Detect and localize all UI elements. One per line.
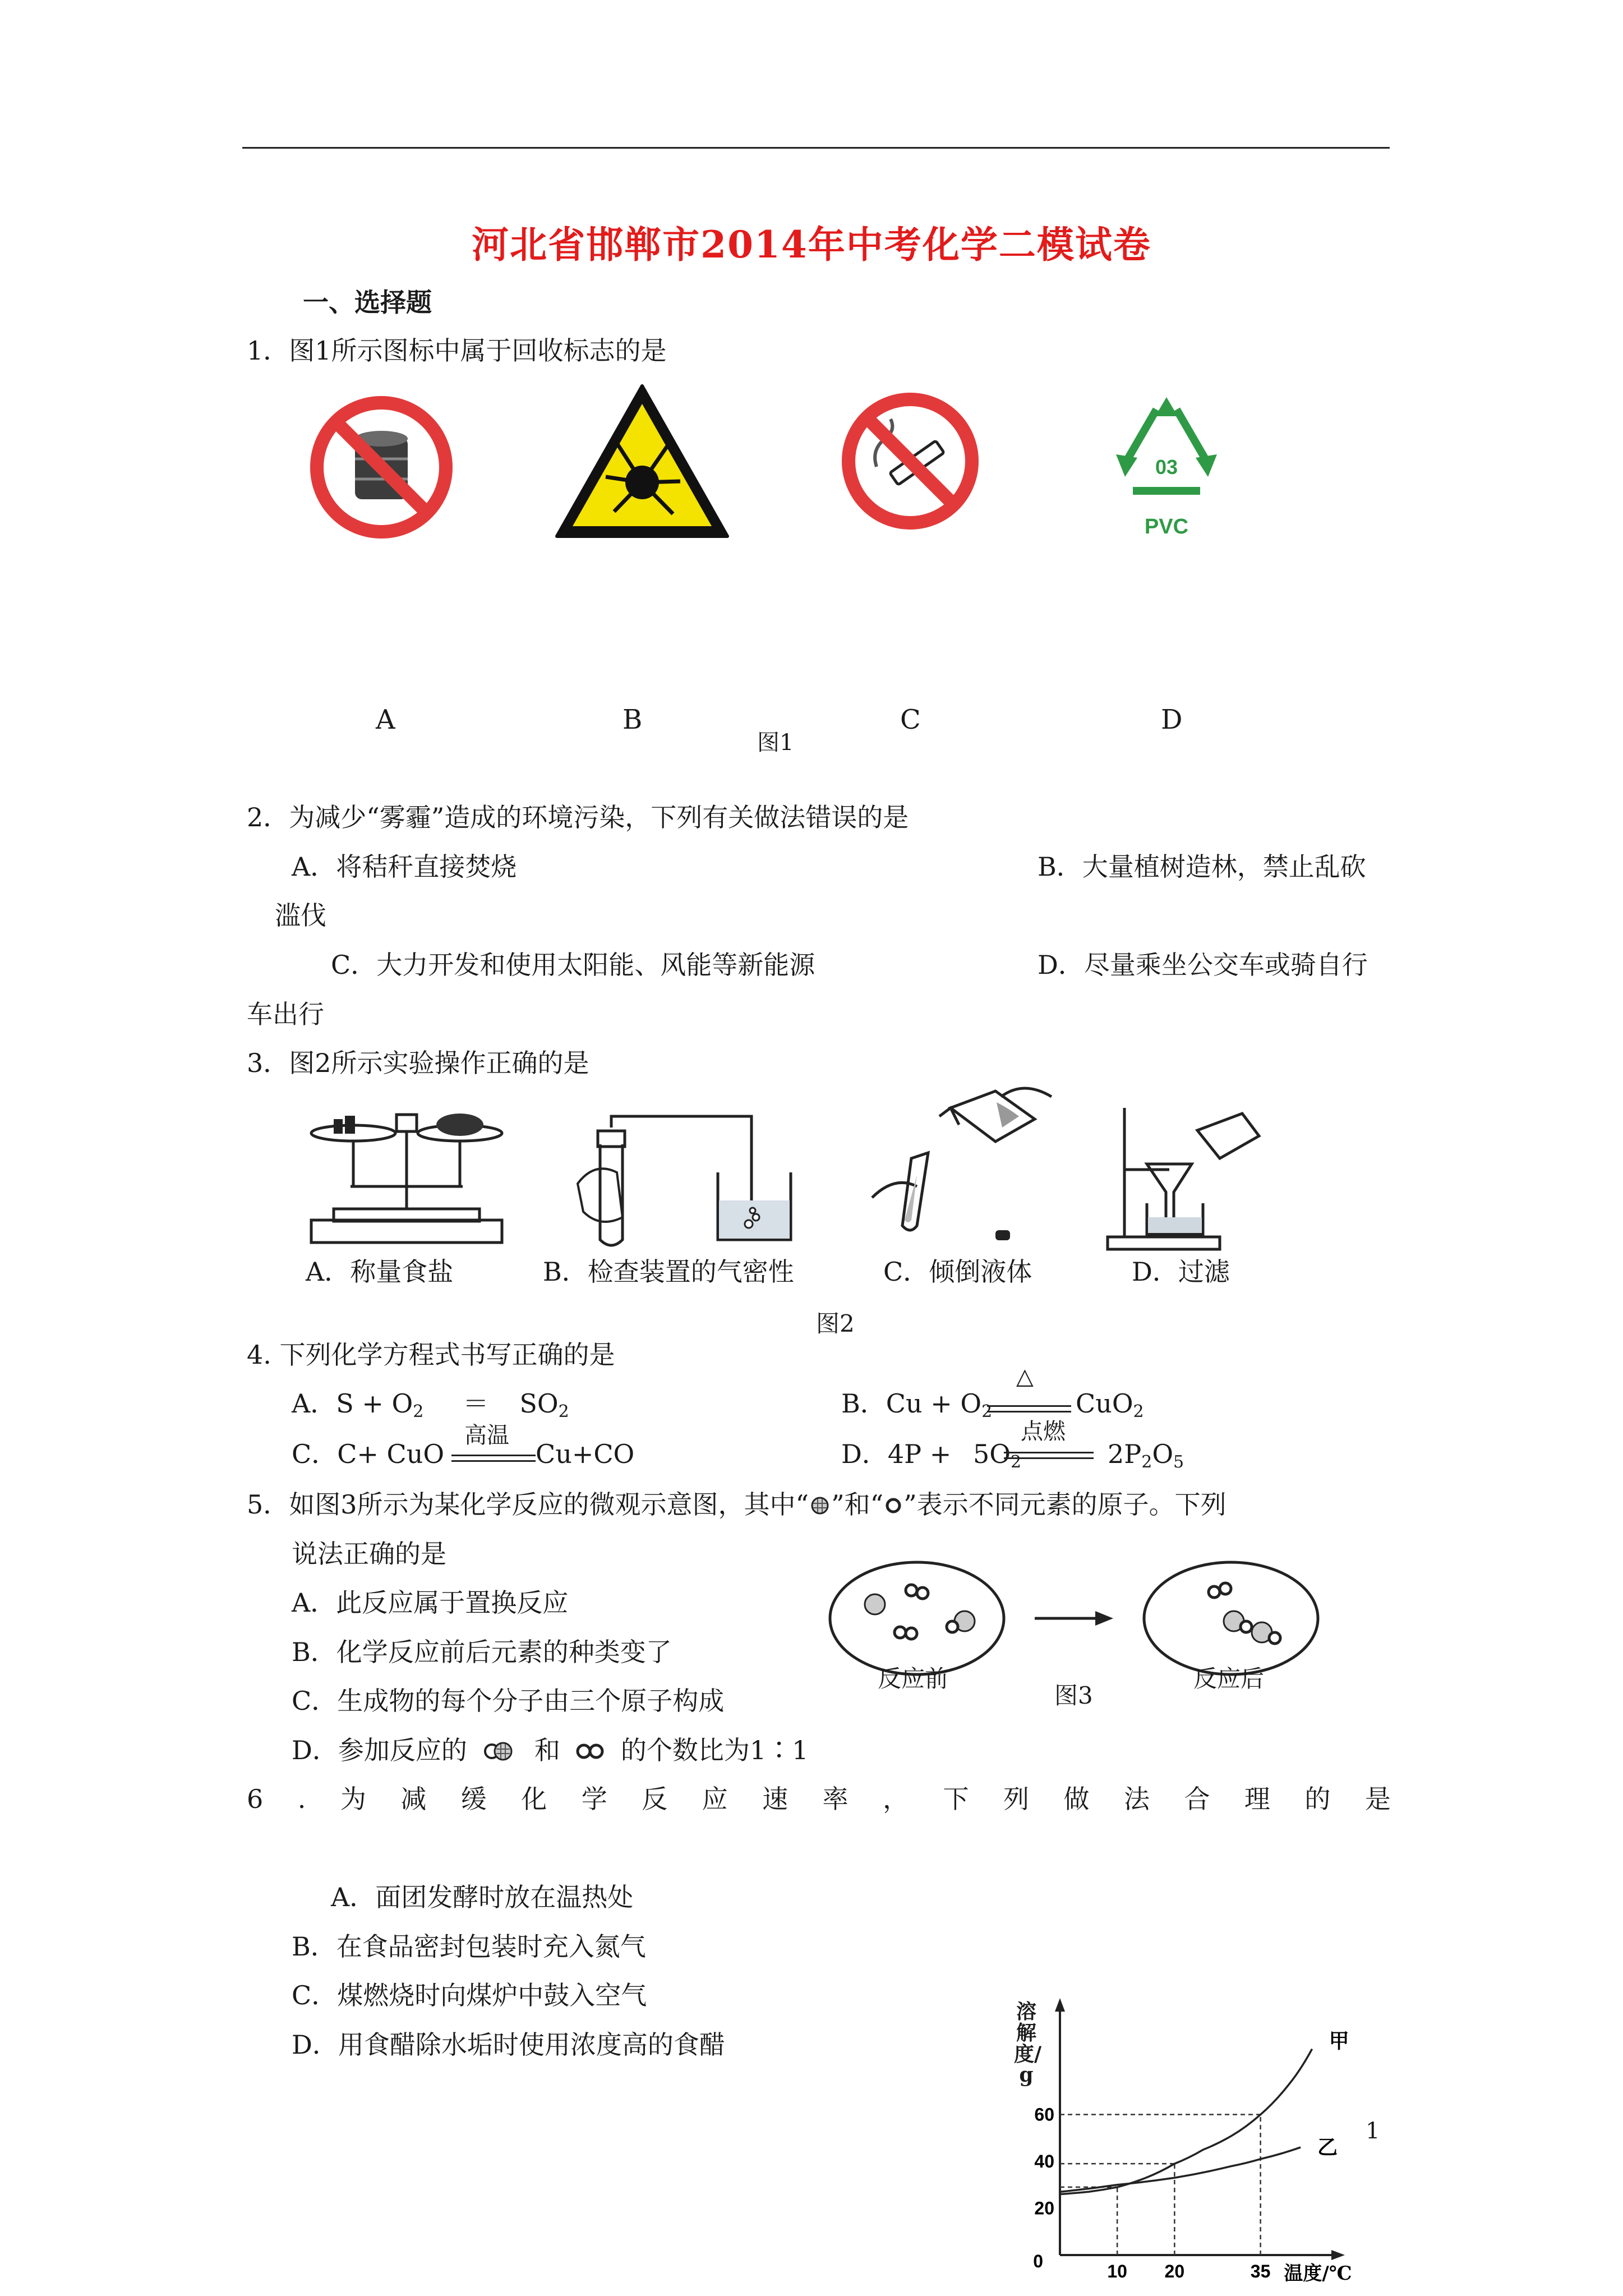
q6-stem-char: 反 [642,1784,668,1814]
hatched-atom-icon [809,1496,831,1516]
q4-d-condition: 点燃 [1021,1419,1066,1444]
q6-stem-char: ， [883,1784,909,1814]
q4-option-a: A．$S + O_2 = SO_2$ [292,1388,569,1421]
q5-option-c: C．生成物的每个分子由三个原子构成 [292,1686,725,1716]
q6-stem-char: 的 [1304,1784,1331,1814]
q3-option-c: C．倾倒液体 [883,1257,1032,1287]
q5-option-d: D．参加反应的 和 的个数比为1∶1 [292,1735,809,1765]
header-rule [242,147,1390,149]
page-title: 河北省邯郸市2014年中考化学二模试卷 [472,223,1151,266]
y-tick-label: 60 [1034,2104,1054,2125]
q6-stem-char: 化 [521,1784,547,1814]
q4-option-b: B．$Cu + O_2$ [841,1388,993,1421]
q3-option-b: B．检查装置的气密性 [543,1257,794,1287]
q2-option-b-cont: 滥伐 [275,900,326,931]
q4-option-d-product: $2P_2O_5$ [1108,1439,1184,1472]
q2-option-d: D．尽量乘坐公交车或骑自行 [1038,950,1368,980]
q6-stem-char: 法 [1123,1784,1150,1814]
after-label: 反应后 [1193,1665,1265,1692]
option-label-c: C [900,704,921,735]
q6-stem-char: 是 [1364,1784,1391,1814]
recycle-number: 03 [1155,455,1178,478]
q6-stem-char: 做 [1063,1784,1090,1814]
x-axis-arrow [1331,2250,1345,2260]
compound-molecule-icon [478,1740,523,1763]
question-6-stem [247,1784,1391,1815]
q3-option-d: D．过滤 [1132,1257,1230,1287]
x-tick-label: 35 [1250,2261,1271,2281]
q6-stem-char: 合 [1184,1784,1210,1814]
q6-stem-char: . [297,1784,306,1814]
q3-option-a: A．称量食盐 [306,1257,454,1287]
figure-2-caption: 图2 [816,1310,855,1337]
figure-3-caption: 图3 [1054,1682,1093,1709]
q5-stem-line-2: 说法正确的是 [292,1539,446,1569]
q6-option-c: C．煤燃烧时向煤炉中鼓入空气 [292,1980,647,2010]
diatomic-molecule-icon [568,1740,613,1763]
question-3-stem: 3．图2所示实验操作正确的是 [247,1048,589,1078]
question-2-stem: 2．为减少“雾霾”造成的环境污染，下列有关做法错误的是 [247,802,909,832]
q4-c-condition: 高温 [464,1423,509,1448]
q4-option-b-product: CuO$_2$ [1076,1388,1144,1421]
q5-option-a: A．此反应属于置换反应 [292,1588,569,1618]
q4-option-d: D．4P + [841,1439,952,1469]
q6-stem-char: 下 [943,1784,969,1814]
filtration-icon [1108,1097,1265,1254]
q2-option-a: A．将秸秆直接焚烧 [292,852,517,882]
q6-stem-char: 列 [1003,1784,1029,1814]
q6-stem-char: 理 [1244,1784,1270,1814]
q6-option-d: D．用食醋除水垢时使用浓度高的食醋 [292,2030,725,2060]
series-label-1: 甲 [1329,2029,1349,2053]
balance-scale-icon [300,1108,513,1248]
explosive-warning-icon [552,381,732,541]
q4-d-equals [1004,1452,1094,1459]
y-tick-label: 20 [1034,2198,1054,2219]
question-4-stem: 4. 下列化学方程式书写正确的是 [247,1340,615,1370]
q6-option-a: A．面团发酵时放在温热处 [331,1882,634,1912]
series-line-2 [1060,2147,1301,2192]
page-number: 1 [1366,2118,1380,2144]
q4-option-d-reactant: $5O_2$ [973,1439,1022,1472]
q6-stem-char: 应 [702,1784,728,1814]
q6-stem-char: 为 [340,1784,366,1814]
chart-y-label: 溶解度/g [1014,2000,1042,2087]
question-5-stem: 5．如图3所示为某化学反应的微观示意图，其中“ ”和“ ”表示不同元素的原子。下列 [247,1489,1227,1520]
y-axis-arrow [1055,1998,1065,2012]
q4-b-condition: △ [1016,1364,1034,1389]
q2-option-c: C．大力开发和使用太阳能、风能等新能源 [331,950,815,980]
white-atom-icon [883,1496,903,1516]
q5-option-b: B．化学反应前后元素的种类变了 [292,1637,672,1667]
q4-option-c-product: Cu+CO [536,1439,635,1469]
q4-c-equals [451,1455,536,1462]
q6-stem-char: 缓 [460,1784,487,1814]
q4-b-equals [987,1405,1071,1412]
no-barrel-icon [306,392,457,543]
x-tick-label: 20 [1164,2261,1185,2281]
section-heading: 一、选择题 [303,287,432,318]
x-tick-label: 10 [1107,2261,1127,2281]
origin-label: 0 [1033,2251,1043,2271]
before-label: 反应前 [878,1665,949,1692]
arrow-icon [1095,1611,1113,1626]
before-container [830,1562,1004,1674]
option-label-a: A [376,704,395,735]
airtightness-check-icon [578,1105,802,1251]
q6-option-b: B．在食品密封包装时充入氮气 [292,1931,646,1962]
option-label-d: D [1161,704,1183,735]
solubility-chart [998,1997,1357,2296]
q2-option-b: B．大量植树造林，禁止乱砍 [1038,852,1366,882]
x-axis-label: 温度/℃ [1284,2262,1352,2285]
q6-stem-char: 学 [581,1784,607,1814]
recycle-text: PVC [1144,515,1189,539]
y-tick-label: 40 [1034,2151,1054,2172]
series-label-2: 乙 [1317,2135,1338,2159]
pouring-liquid-icon [866,1085,1057,1254]
q4-option-c: C．C+ CuO [292,1439,445,1469]
q2-option-d-cont: 车出行 [247,999,324,1029]
q6-stem-char: 6 [247,1784,264,1814]
figure-1-caption: 图1 [757,730,794,756]
q6-stem-char: 率 [822,1784,849,1814]
q6-stem-char: 减 [400,1784,427,1814]
q6-stem-char: 速 [762,1784,789,1814]
question-1-stem: 1．图1所示图标中属于回收标志的是 [247,335,667,366]
series-line-1 [1060,2049,1312,2194]
option-label-b: B [623,704,643,735]
no-smoking-icon [837,388,983,534]
